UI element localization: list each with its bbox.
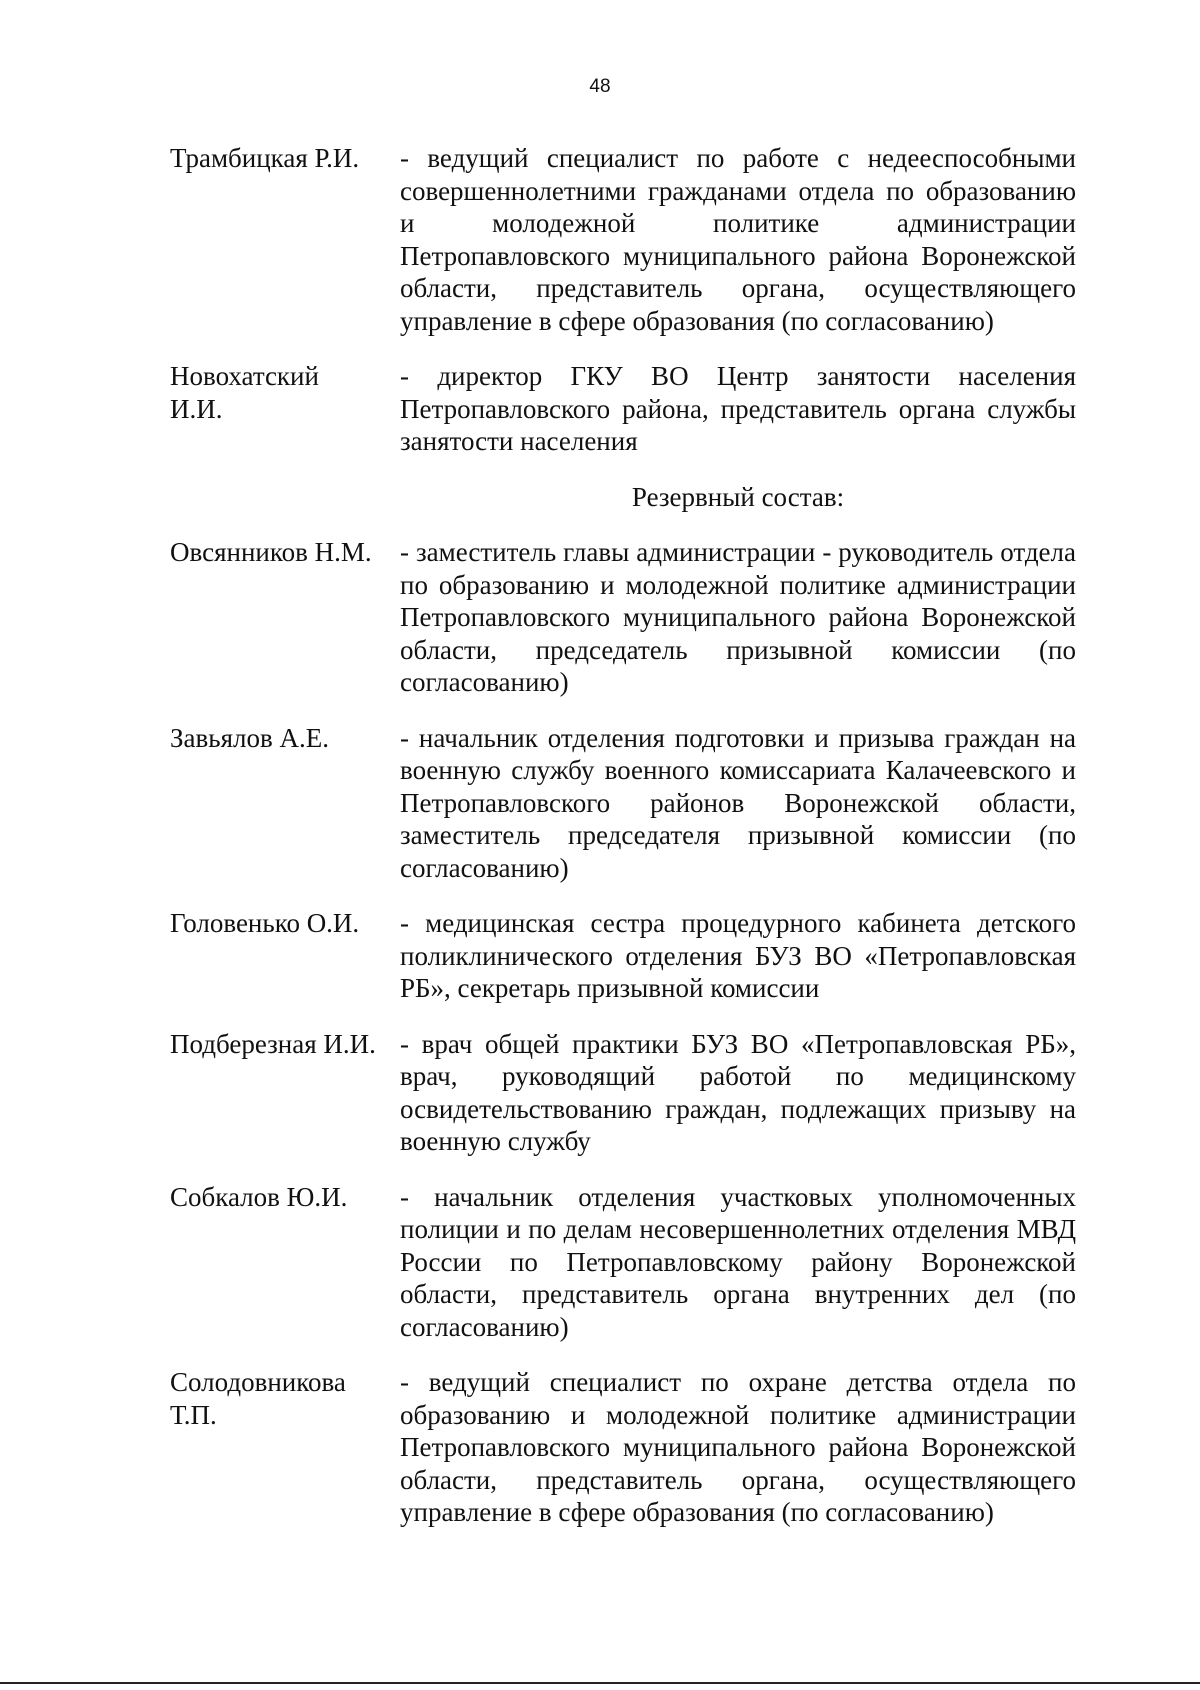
member-description: - врач общей практики БУЗ ВО «Петропавловская РБ», врач, руководящий работой по медицинскому освидетельствованию граждан, подлежащих призыву на военную службу (400, 1028, 1076, 1156)
member-description: - директор ГКУ ВО Центр занятости населения Петропавловского района, представитель органа службы занятости населения (400, 361, 1076, 456)
member-name: Завьялов А.Е. (170, 722, 329, 753)
reserve-member-entry (170, 1181, 1076, 1344)
member-name: Головенько О.И. (170, 908, 360, 938)
commission-member-entry (170, 360, 1076, 458)
page-number: 48 (589, 76, 611, 97)
reserve-member-entry (170, 1366, 1076, 1529)
member-description: - ведущий специалист по охране детства отдела по образованию и молодежной политике администрации Петропавловского муниципального района Воронежской области, представитель органа, осуществляющего управление в сфере образования (по согласованию) (400, 1367, 1076, 1527)
member-description: - медицинская сестра процедурного кабинета детского поликлинического отделения БУЗ ВО «Петропавловская РБ», секретарь призывной комиссии (400, 908, 1076, 1003)
page-bottom-rule (0, 1682, 1200, 1684)
member-name: Овсянников Н.М. (170, 537, 372, 567)
document-body (170, 142, 1076, 1552)
reserve-member-entry (170, 722, 1076, 885)
member-name: Солодовникова Т.П. (170, 1367, 346, 1430)
member-description: - начальник отделения подготовки и призыва граждан на военную службу военного комиссариата Калачеевского и Петропавловского районов Воронежской области, заместитель председателя призывной комиссии (по согласованию) (400, 722, 1076, 883)
member-name: Собкалов Ю.И. (170, 1181, 348, 1212)
member-name: Новохатский И.И. (170, 361, 319, 424)
member-name: Подберезная И.И. (170, 1028, 376, 1059)
commission-member-entry (170, 142, 1076, 337)
reserve-member-entry (170, 907, 1076, 1005)
reserve-section-heading: Резервный состав: (631, 481, 845, 512)
member-name: Трамбицкая Р.И. (170, 143, 360, 173)
reserve-member-entry (170, 536, 1076, 699)
member-description: - заместитель главы администрации - руководитель отдела по образованию и молодежной политике администрации Петропавловского муниципального района Воронежской области, председатель призывной комиссии (по согласованию) (400, 537, 1076, 697)
member-description: - ведущий специалист по работе с недееспособными совершеннолетними гражданами отдела по образованию и молодежной политике администрации Петропавловского муниципального района Воронежской области, представитель органа, осуществляющего управление в сфере образования (по согласованию) (400, 143, 1076, 336)
member-description: - начальник отделения участковых уполномоченных полиции и по делам несовершеннолетних отделения МВД России по Петропавловскому району Воронежской области, представитель органа внутренних дел (по согласованию) (400, 1181, 1076, 1342)
reserve-member-entry (170, 1028, 1076, 1158)
